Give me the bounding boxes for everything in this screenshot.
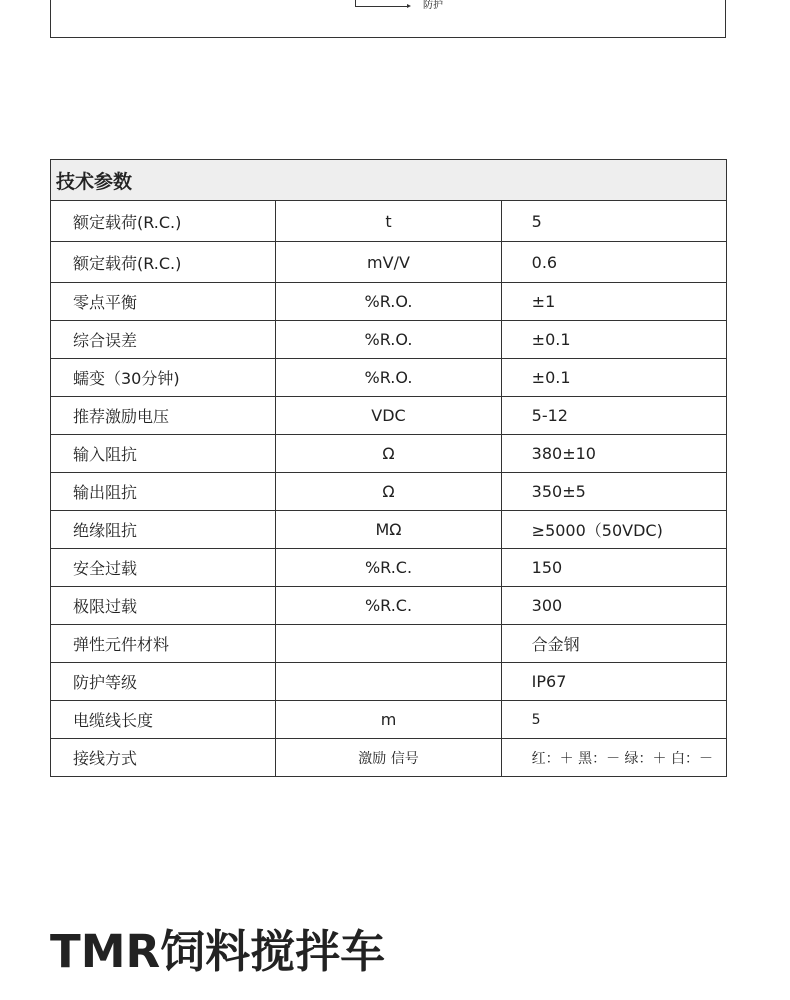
param-value: 红：＋ 黑：－ 绿：＋ 白：－ (501, 739, 726, 777)
param-unit: %R.C. (276, 587, 501, 625)
table-row (51, 359, 727, 397)
param-unit: %R.O. (276, 283, 501, 321)
table-row (51, 701, 727, 739)
param-value: 150 (501, 549, 726, 587)
table-row (51, 739, 727, 777)
param-name: 推荐激励电压 (51, 397, 276, 435)
table-row (51, 321, 727, 359)
table-row (51, 283, 727, 321)
param-value: 300 (501, 587, 726, 625)
param-unit: %R.C. (276, 549, 501, 587)
param-name: 安全过载 (51, 549, 276, 587)
spec-table (50, 159, 727, 777)
table-row (51, 242, 727, 283)
param-unit: %R.O. (276, 359, 501, 397)
table-row (51, 587, 727, 625)
table-row (51, 549, 727, 587)
param-value: ≥5000（50VDC) (501, 511, 726, 549)
param-name: 综合误差 (51, 321, 276, 359)
param-unit: 激励 信号 (276, 739, 501, 777)
param-unit (276, 625, 501, 663)
section-title: TMR饲料搅拌车 (50, 925, 386, 978)
table-row (51, 201, 727, 242)
param-name: 防护等级 (51, 663, 276, 701)
param-value: 380±10 (501, 435, 726, 473)
param-value: ±0.1 (501, 359, 726, 397)
param-unit: MΩ (276, 511, 501, 549)
param-name: 蠕变（30分钟) (51, 359, 276, 397)
param-name: 输出阻抗 (51, 473, 276, 511)
param-name: 额定载荷(R.C.) (51, 201, 276, 242)
param-unit: mV/V (276, 242, 501, 283)
table-header-row (51, 160, 727, 201)
wiring-leader-line (355, 0, 409, 7)
table-row (51, 473, 727, 511)
param-name: 额定载荷(R.C.) (51, 242, 276, 283)
param-value: IP67 (501, 663, 726, 701)
table-row (51, 625, 727, 663)
param-value: 5 (501, 701, 726, 739)
param-name: 接线方式 (51, 739, 276, 777)
param-name: 电缆线长度 (51, 701, 276, 739)
param-unit: %R.O. (276, 321, 501, 359)
param-name: 极限过载 (51, 587, 276, 625)
table-row (51, 397, 727, 435)
param-unit: Ω (276, 435, 501, 473)
param-value: ±0.1 (501, 321, 726, 359)
table-row (51, 511, 727, 549)
table-row (51, 435, 727, 473)
param-value: 350±5 (501, 473, 726, 511)
param-name: 输入阻抗 (51, 435, 276, 473)
param-name: 零点平衡 (51, 283, 276, 321)
param-unit: Ω (276, 473, 501, 511)
param-unit: t (276, 201, 501, 242)
param-unit: VDC (276, 397, 501, 435)
param-value: 5-12 (501, 397, 726, 435)
param-name: 弹性元件材料 (51, 625, 276, 663)
param-value: ±1 (501, 283, 726, 321)
param-value: 0.6 (501, 242, 726, 283)
diagram-label-protection: 防护 (423, 0, 443, 11)
param-unit: m (276, 701, 501, 739)
arrow-icon (407, 4, 411, 8)
param-value: 5 (501, 201, 726, 242)
param-value: 合金钢 (501, 625, 726, 663)
table-title: 技术参数 (51, 160, 727, 201)
param-name: 绝缘阻抗 (51, 511, 276, 549)
param-unit (276, 663, 501, 701)
table-row (51, 663, 727, 701)
